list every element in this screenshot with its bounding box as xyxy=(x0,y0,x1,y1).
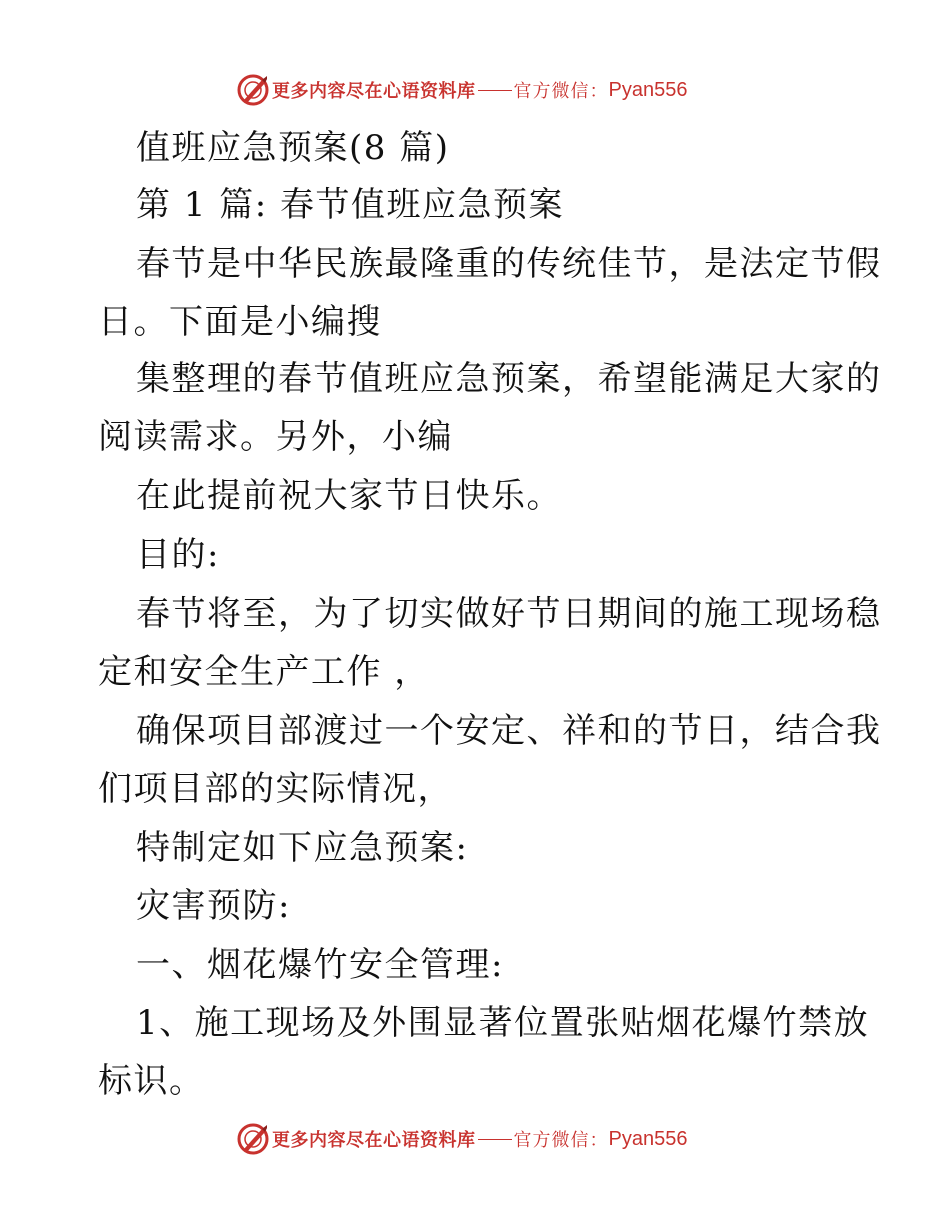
body-line: 确保项目部渡过一个安定、祥和的节日，结合我 xyxy=(136,711,882,751)
body-line: 特制定如下应急预案: xyxy=(136,828,469,868)
section-heading: 第 1 篇: 春节值班应急预案 xyxy=(136,185,565,225)
footer-banner xyxy=(236,1121,716,1157)
body-line: 在此提前祝大家节日快乐。 xyxy=(136,476,562,516)
banner-official-label: 官方微信： xyxy=(513,81,609,102)
banner-dash xyxy=(478,90,512,91)
body-line: 集整理的春节值班应急预案，希望能满足大家的 xyxy=(136,359,882,399)
body-line: 们项目部的实际情况， xyxy=(98,769,453,809)
body-line: 日。下面是小编搜 xyxy=(98,302,382,342)
body-line: 1、施工现场及外围显著位置张贴烟花爆竹禁放 xyxy=(136,1003,870,1043)
document-title: 值班应急预案(8 篇) xyxy=(136,128,450,168)
pen-logo-icon xyxy=(236,73,270,107)
header-banner xyxy=(236,72,716,108)
body-line: 一、烟花爆竹安全管理: xyxy=(136,945,504,985)
banner-wechat-id: Pyan556 xyxy=(608,1127,688,1150)
banner-official-label: 官方微信： xyxy=(513,1130,609,1151)
body-line: 灾害预防: xyxy=(136,886,291,926)
body-line: 春节将至，为了切实做好节日期间的施工现场稳 xyxy=(136,594,882,634)
body-line: 目的: xyxy=(136,535,220,575)
body-line: 定和安全生产工作 ， xyxy=(98,652,430,692)
body-line: 春节是中华民族最隆重的传统佳节，是法定节假 xyxy=(136,244,882,284)
banner-brand-text: 更多内容尽在心语资料库 xyxy=(272,1130,476,1151)
banner-brand-text: 更多内容尽在心语资料库 xyxy=(272,81,476,102)
pen-logo-icon xyxy=(236,1122,270,1156)
banner-dash xyxy=(478,1139,512,1140)
body-line: 标识。 xyxy=(98,1061,205,1101)
body-line: 阅读需求。另外，小编 xyxy=(98,417,453,457)
banner-wechat-id: Pyan556 xyxy=(608,78,688,101)
